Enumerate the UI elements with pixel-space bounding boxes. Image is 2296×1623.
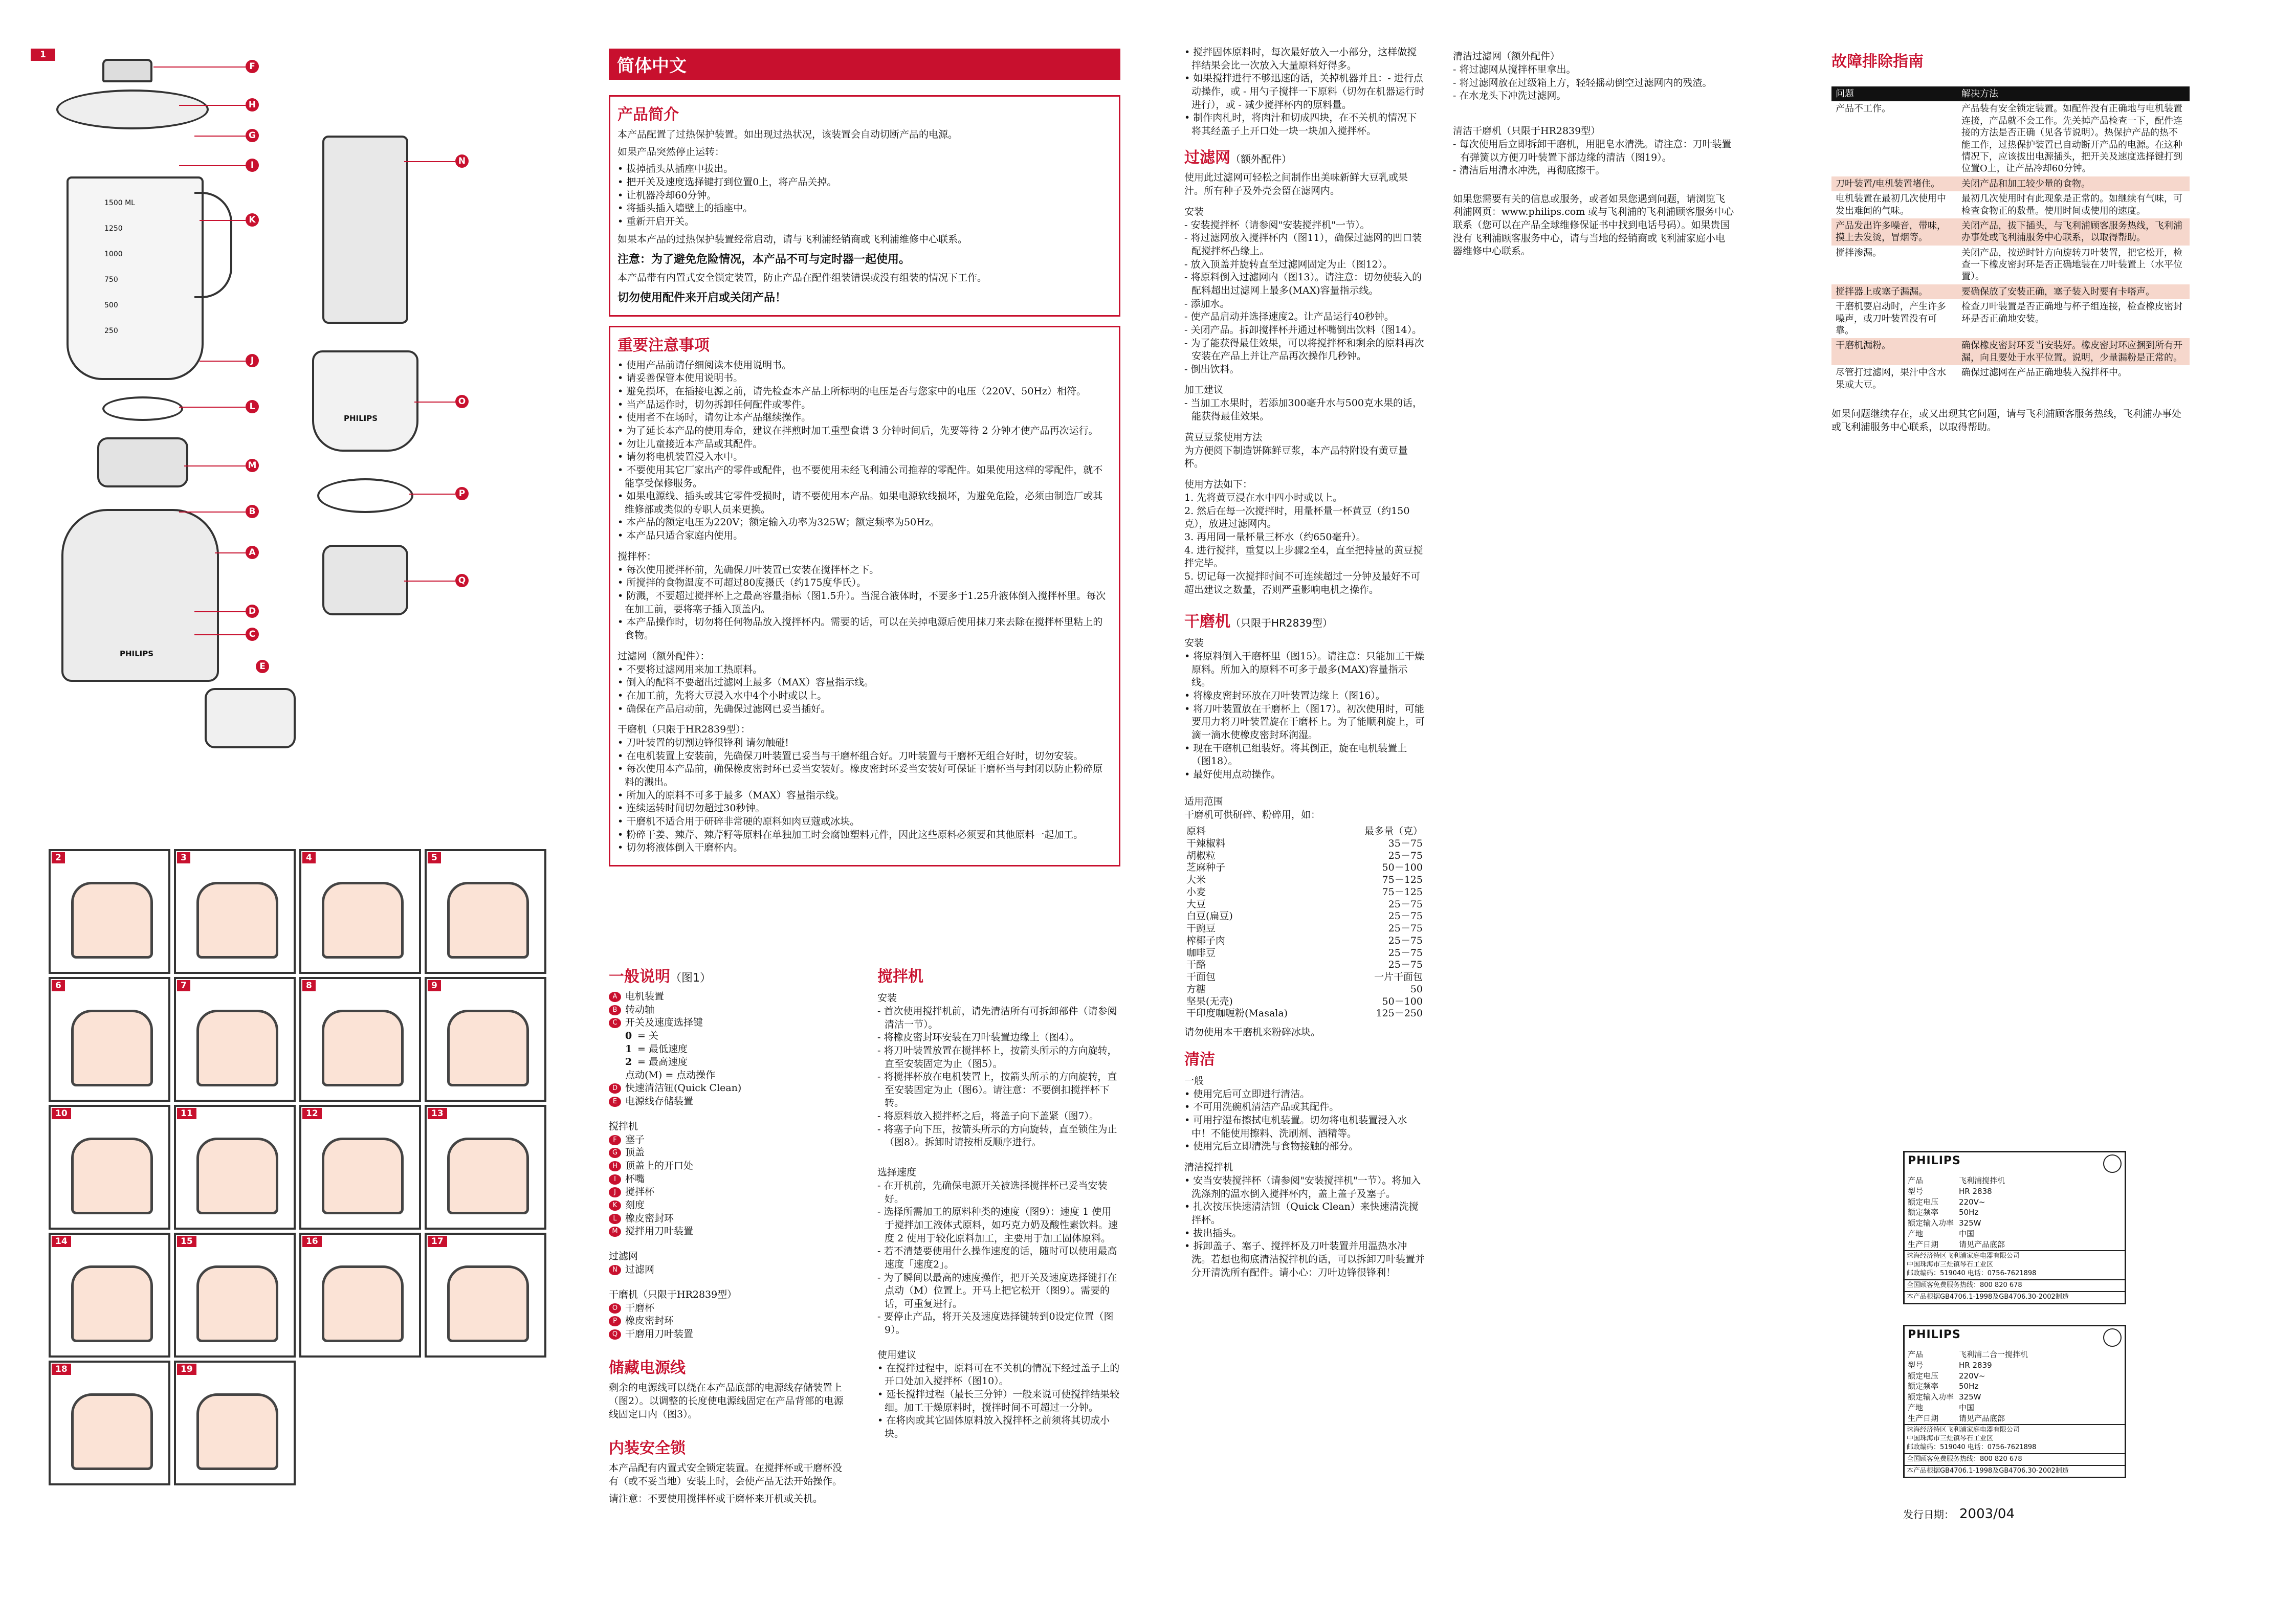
filter-install-list: - 安装搅拌杯（请参阅"安装搅拌机"一节）。 - 将过滤网放入搅拌杯内（图11），确保过滤网的凹口装配搅拌杯凸缘上。 - 放入顶盖并旋转直至过滤网固定为止（图12）。 - 将原料倒入过滤网内（图13）。请注意：切勿使装入的配料超出过滤网上最多(MAX)容量指示线。 - 添加水。 - 使产品启动并选择速度2。让产品运行40秒钟。 - 关闭产品。拆卸搅拌杯并通过杯嘴倒出饮料（图14）。 - 为了能获得最佳效果，可以将搅拌杯和剩余的原料再次安装在产品上并让产品再次操作几秒钟。 - 倒出饮料。 (1184, 219, 1425, 376)
safety-lock-p1: 本产品配有内置式安全锁定装置。在搅拌杯或干磨杯没有（或不妥当地）安装上时，会使产品无法开始操作。 (609, 1462, 843, 1487)
troubleshoot-contact: 如果问题继续存在，或又出现其它问题，请与飞利浦顾客服务热线，飞利浦办事处或飞利浦服务中心联系，以取得帮助。 (1831, 408, 2182, 433)
step-figure: 6 (49, 977, 170, 1102)
philips-shield-icon (2103, 1328, 2122, 1347)
intro-p3: 如果本产品的过热保护装置经常启动，请与飞利浦经销商或飞利浦维修中心联系。 (617, 234, 968, 246)
label-f: F (246, 60, 259, 73)
label-e: E (256, 660, 269, 673)
jar-mark: 1250 (104, 225, 123, 233)
blender-tips-cont: • 搅拌固体原料时，每次最好放入一小部分，这样做搅拌结果会比一次放入大量原料好得多。 • 如果搅拌进行不够迅速的话，关掉机器并且：- 进行点动操作，或 - 用勺子搅拌一下原料（切勿在机器运行时进行），或 - 减少搅拌杯内的原料量。 • 制作肉札时，将肉汁和切成四块，在不关机的情况下将其经盖子上开口处一块一块加入搅拌杯。 (1184, 46, 1425, 138)
troubleshoot-row: 搅拌器上或塞子漏漏。 要确保放了安装正确，塞子装入时要有卡嗒声。 (1831, 284, 2190, 299)
label-a: A (246, 546, 259, 559)
service-text: 如果您需要有关的信息或服务，或者如果您遇到问题，请浏览飞利浦网页：www.philips.com 或与飞利浦的飞利浦顾客服务中心联系（您可以在产品全球维修保证书中找到电话号码）。如果贵国没有飞利浦顾客服务中心，请与当地的经销商或飞利浦家庭小电器维修中心联系。 (1453, 193, 1734, 257)
grind-row: 干面包 一片干面包 (1186, 971, 1423, 983)
step-figure: 15 (174, 1233, 296, 1358)
intro-list: • 拔掉插头从插座中拔出。 • 把开关及速度选择键打到位置0上，将产品关掉。 • 让机器冷却60分钟。 • 将插头插入墙壁上的插座中。 • 重新开启开关。 (617, 163, 1112, 228)
troubleshoot-row: 刀叶装置/电机装置堵住。 关闭产品和加工较少量的食物。 (1831, 176, 2190, 191)
grind-row: 榨椰子肉 25－75 (1186, 935, 1423, 946)
intro-box (609, 95, 1120, 317)
troubleshoot-row: 干磨机漏粉。 确保橡皮密封环妥当安装好。橡皮密封环应捆到所有开漏，向且要处于水平位置。说明，少量漏粉是正常的。 (1831, 338, 2190, 365)
motor-unit (61, 509, 219, 682)
general-jug-head: 搅拌机 (609, 1120, 638, 1132)
label-d: D (246, 605, 259, 618)
label-m: M (246, 459, 259, 472)
grind-row: 干印度咖喱粉(Masala) 125－250 (1186, 1008, 1423, 1019)
important-box (609, 326, 1120, 866)
important-list: • 使用产品前请仔细阅读本使用说明书。 • 请妥善保管本使用说明书。 • 避免损坏，在插接电源之前，请先检查本产品上所标明的电压是否与您家中的电压（220V、50Hz）相符。 • 当产品运作时，切勿拆卸任何配件或零件。 • 使用者不在场时，请勿让本产品继续操作。 • 为了延长本产品的使用寿命，建议在拌煎时加工重型食谱 3 分钟时间后，先要等待 2 分钟才使产品再次运行。 • 勿让儿童接近本产品或其配件。 • 请勿将电机装置浸入水中。 • 不要使用其它厂家出产的零件或配件，也不要使用未经飞利浦公司推荐的零配件。如果使用这样的零配件，就不能享受保修服务。 • 如果电源线、插头或其它零件受损时，请不要使用本产品。如果电源软线损坏，为避免危险，必须由制造厂或其维修部或类似的专职人员来更换。 • 本产品的额定电压为220V；额定输入功率为325W；额定频率为50Hz。 • 本产品只适合家庭内使用。 (617, 359, 1112, 543)
philips-shield-icon (2103, 1154, 2122, 1173)
jug-handle (194, 192, 232, 298)
mill-beaker (312, 350, 418, 452)
troubleshoot-row: 干磨机要启动时，产生许多噪声，或刀叶装置没有可靠。 检查刀叶装置是否正确地与杯子组连接，检查橡皮密封环是否正确地安装。 (1836, 301, 2182, 337)
mill-title: 干磨机（只限于HR2839型） (1184, 613, 1333, 631)
label-j: J (246, 354, 259, 367)
mill-blade-unit (322, 545, 408, 615)
clean-general-list: • 使用完后可立即进行清洁。 • 不可用洗碗机清洁产品或其配件。 • 可用拧湿布擦拭电机装置。切勿将电机装置浸入水中！不能使用擦料、洗刷剂、酒精等。 • 使用完后立即清洗与食物接触的部分。 (1184, 1088, 1425, 1153)
step-figure: 17 (425, 1233, 546, 1358)
rating-plate-hr2839: PHILIPS 产品 飞利浦二合一搅拌机 型号 HR 2839 额定电压 220V~ 额定频率 50Hz 额定输入功率 325W 产地 中国 生产日期 请见产品底部 珠海经济特区飞利浦家庭电器有限公司 中国珠海市三灶镇琴石工业区 邮政编码：519040 电话：0756-7621898 全国顾客免费服务热线：800 820 678 本产品根据GB4706.1-1998及GB4706.30-2002制造 (1903, 1325, 2126, 1478)
jug (67, 176, 204, 380)
troubleshoot-row: 产品不工作。 产品装有安全锁定装置。如配件没有正确地与电机装置连接，产品就不会工作。先关掉产品检查一下，配件连接的方法是否正确（见各节说明）。热保护产品的热不能工作，过热保护装置已自动断开产品的电源。在这种情况下，应该拔出电源插头，把开关及速度选择键打到位置O上，让产品冷却60分钟。 (1836, 103, 2182, 174)
mill-brand: PHILIPS (344, 414, 378, 423)
step-illustrations (49, 849, 540, 1478)
label-b: B (246, 505, 259, 518)
blender-install-list: - 首次使用搅拌机前，请先清洁所有可拆卸部件（请参阅清洁一节）。 - 将橡皮密封环安装在刀叶装置边缘上（图4）。 - 将刀叶装置放置在搅拌杯上，按箭头所示的方向旋转，直至安装固定为止（图5）。 - 将搅拌杯放在电机装置上，按箭头所示的方向旋转，直至安装固定为止（图6）。请注意：不要倒扣搅拌杯下转。 - 将原料放入搅拌杯之后，将盖子向下盖紧（图7）。 - 将塞子向下压，按箭头所示的方向旋转，直至锁住为止（图8）。拆卸时请按相反顺序进行。 (877, 1005, 1120, 1149)
step-figure: 12 (299, 1105, 421, 1230)
jar-mark: 500 (104, 301, 118, 309)
label-l: L (246, 400, 259, 413)
stopper (102, 59, 152, 82)
important-mill-head: 干磨机（只限于HR2839型）： (617, 724, 750, 736)
troubleshoot-row: 电机装置在最初几次使用中发出难闻的气味。 最初几次使用时有此现象是正常的。如继续有气味，可检查食物正的数量。使用时间或使用的速度。 (1836, 193, 2182, 216)
grind-row: 白豆(扁豆) 25－75 (1186, 910, 1423, 922)
intro-p2: 如果产品突然停止运转： (617, 146, 725, 158)
filter-intro: 使用此过滤网可轻松之间制作出美味新鲜大豆乳或果汁。所有种子及外壳会留在滤网内。 (1184, 172, 1408, 197)
jar-mark: 1000 (104, 250, 123, 258)
general-mill-head: 干磨机（只限于HR2839型） (609, 1288, 737, 1300)
blade-unit (97, 437, 188, 487)
step-figure: 4 (299, 849, 421, 974)
important-mill-list: • 刀叶装置的切割边锋很锋利 请勿触碰! • 在电机装置上安装前，先确保刀叶装置已妥当与干磨杯组合好。刀叶装置与干磨杯无组合好时，切勿安装。 • 每次使用本产品前，确保橡皮密封环已妥当安装好。橡皮密封环妥当安装好可保证干磨杯当与封闭以防止粉碎原料的溅出。 • 所加入的原料不可多于最多（MAX）容量指示线。 • 连续运转时间切勿超过30秒钟。 • 干磨机不适合用于研碎非常硬的原料如肉豆蔻或冰块。 • 粉碎干姜、辣芹、辣芹籽等原料在单独加工时会腐蚀塑料元件，因此这些原料必须要和其他原料一起加工。 • 切勿将液体倒入干磨杯内。 (617, 737, 1112, 855)
important-title: 重要注意事项 (617, 336, 710, 354)
grind-row: 干酪 25－75 (1186, 959, 1423, 971)
cord-title: 储藏电源线 (609, 1359, 686, 1377)
general-column: 一般说明（图1） A 电机装置 B 转动轴 C 开关及速度选择键 0 = 关 1 = 最低速度 2 = 最高速度 点动(M) = 点动操作 D 快速清洁钮(Quick Clean) E 电源线存储装置 搅拌机 F 塞子 G 顶盖 H 顶盖上的开口处 I 杯嘴 J 搅拌杯 K 刻度 L 橡皮密封环 M 搅拌用刀叶装置 过滤网 N 过滤网 干磨机（只限于HR2839型） O 干磨杯 P 橡皮密封环 Q 干磨用刀叶装置 储藏电源线 剩余的电源线可以绕在本产品底部的电源线存储装置上（图2）。以调整的长度使电源线固定在产品背部的电源线固定口内（图3）。 内装安全锁 本产品配有内置式安全锁定装置。在搅拌杯或干磨杯没有（或不妥当地）安装上时，会使产品无法开始操作。 请注意：不要使用搅拌杯或干磨杯来开机或关机。 (609, 957, 849, 1596)
label-g: G (246, 129, 259, 142)
troubleshoot-title: 故障排除指南 (1831, 53, 1924, 71)
important-filter-head: 过滤网（额外配件）： (617, 650, 710, 662)
safety-lock-p2: 请注意：不要使用搅拌杯或干磨杯来开机或关机。 (609, 1493, 823, 1504)
jar-mark: 250 (104, 327, 118, 335)
intro-p1: 本产品配置了过热保护装置。如出现过热状况，该装置会自动切断产品的电源。 (617, 129, 958, 140)
cord-storage-detail (205, 688, 296, 748)
label-i: I (246, 159, 259, 172)
grind-row: 方糖 50 (1186, 983, 1423, 995)
figure-1-area (26, 49, 537, 744)
step-figure: 11 (174, 1105, 296, 1230)
grind-row: 大豆 25－75 (1186, 898, 1423, 910)
grind-row: 干辣椒料 35－75 (1186, 837, 1423, 849)
cord-text: 剩余的电源线可以绕在本产品底部的电源线存储装置上（图2）。以调整的长度使电源线固定在产品背部的电源线固定口内（图3）。 (609, 1382, 844, 1420)
label-n: N (455, 154, 469, 168)
step-figure: 9 (425, 977, 546, 1102)
base-brand: PHILIPS (120, 649, 154, 658)
blender-column: 搅拌机 安装 - 首次使用搅拌机前，请先清洁所有可拆卸部件（请参阅清洁一节）。 - 将橡皮密封环安装在刀叶装置边缘上（图4）。 - 将刀叶装置放置在搅拌杯上，按箭头所示的方向旋转，直至安装固定为止（图5）。 - 将搅拌杯放在电机装置上，按箭头所示的方向旋转，直至安装固定为止（图6）。请注意：不要倒扣搅拌杯下转。 - 将原料放入搅拌杯之后，将盖子向下盖紧（图7）。 - 将塞子向下压，按箭头所示的方向旋转，直至锁住为止（图8）。拆卸时请按相反顺序进行。 选择速度 - 在开机前，先确保电源开关被选择搅拌杯已妥当安装好。 - 选择所需加工的原料种类的速度（图9）：速度 1 使用于搅拌加工液体式原料，如巧克力奶及酸性素饮料。速度 2 使用于较化原料加工，主要用于加工固体原料。 - 若不清楚要使用什么操作速度的话，随时可以使用最高速度「速度2」。 - 为了瞬间以最高的速度操作，把开关及速度选择键打在点动（M）位置上。开马上把它松开（图9）。需要的话，可重复进行。 - 要停止产品，将开关及速度选择键转到0设定位置（图9）。 使用建议 • 在搅拌过程中，原料可在不关机的情况下经过盖子上的开口处加入搅拌杯（图10）。 • 延长搅拌过程（最长三分钟）一般来说可使搅拌结果较细。加工干燥原料时，搅拌时间不可超过一分钟。 • 在将肉或其它固体原料放入搅拌杯之前须将其切成小块。 (877, 957, 1120, 1596)
step-figure: 8 (299, 977, 421, 1102)
filter-title: 过滤网（额外配件） (1184, 149, 1292, 167)
label-p: P (455, 487, 469, 500)
column-3: 清洁过滤网（额外配件） - 将过滤网从搅拌杯里拿出。 - 将过滤网放在过级箱上方，轻轻摇动倒空过滤网内的残渣。 - 在水龙头下冲洗过滤网。 清洁干磨机（只限于HR2839型） - 每次使用后立即拆卸干磨机，用肥皂水清洗。请注意：刀叶装置有弹簧以方便刀叶装置下部边缘的清洁（图19）。 - 清洁后用清水冲洗，再彻底擦干。 如果您需要有关的信息或服务，或者如果您遇到问题，请浏览飞利浦网页：www.philips.com 或与飞利浦的飞利浦顾客服务中心联系（您可以在产品全球维修保证书中找到电话号码）。如果贵国没有飞利浦顾客服务中心，请与当地的经销商或飞利浦家庭小电器维修中心联系。 (1453, 49, 1734, 407)
language-title: 简体中文 (609, 49, 1120, 80)
column-2: • 搅拌固体原料时，每次最好放入一小部分，这样做搅拌结果会比一次放入大量原料好得多。 • 如果搅拌进行不够迅速的话，关掉机器并且：- 进行点动操作，或 - 用勺子搅拌一下原料（切勿在机器运行时进行），或 - 减少搅拌杯内的原料量。 • 制作肉札时，将肉汁和切成四块，在不关机的情况下将其经盖子上开口处一块一块加入搅拌杯。 过滤网（额外配件） 使用此过滤网可轻松之间制作出美味新鲜大豆乳或果汁。所有种子及外壳会留在滤网内。 安装 - 安装搅拌杯（请参阅"安装搅拌机"一节）。 - 将过滤网放入搅拌杯内（图11），确保过滤网的凹口装配搅拌杯凸缘上。 - 放入顶盖并旋转直至过滤网固定为止（图12）。 - 将原料倒入过滤网内（图13）。请注意：切勿使装入的配料超出过滤网上最多(MAX)容量指示线。 - 添加水。 - 使产品启动并选择速度2。让产品运行40秒钟。 - 关闭产品。拆卸搅拌杯并通过杯嘴倒出饮料（图14）。 - 为了能获得最佳效果，可以将搅拌杯和剩余的原料再次安装在产品上并让产品再次操作几秒钟。 - 倒出饮料。 加工建议 - 当加工水果时，若添加300毫升水与500克水果的话，能获得最佳效果。 黄豆豆浆使用方法 为方便阅下制造饼陈鲜豆浆，本产品特附设有黄豆量杯。 使用方法如下： 1. 先将黄豆浸在水中四小时或以上。 2. 然后在每一次搅拌时，用量杯量一杯黄豆（约150克），放进过滤网内。 3. 再用同一量杯量三杯水（约650毫升）。 4. 进行搅拌，重复以上步骤2至4，直至把持量的黄豆搅拌完毕。 5. 切记每一次搅拌时间不可连续超过一分钟及最好不可超出建议之数量，否则严重影响电机之操作。 干磨机（只限于HR2839型） 安装 • 将原料倒入干磨杯里（图15）。请注意：只能加工干燥原料。所加入的原料不可多于最多(MAX)容量指示线。 • 将橡皮密封环放在刀叶装置边缘上（图16）。 • 将刀叶装置放在干磨杯上（图17）。初次使用时，可能要用力将刀叶装置旋在干磨杯上。为了能顺利旋上，可滴一滴水使橡皮密封环润湿。 • 现在干磨机已组装好。将其倒正，旋在电机装置上（图18）。 • 最好使用点动操作。 适用范围 干磨机可供研碎、粉碎用，如： 原料 最多量（克） 干辣椒料 35－75 胡椒粒 25－75 芝麻种子 50－100 大米 75－125 小麦 75－125 大豆 25－75 白豆(扁豆) 25－75 干豌豆 25－75 榨椰子肉 25－75 咖啡豆 25－75 干酪 25－75 干面包 一片干面包 方糖 50 坚果(无壳) 50－100 干印度咖喱粉(Masala) 125－250 请勿使用本干磨机来粉碎冰块。 清洁 一般 • 使用完后可立即进行清洁。 • 不可用洗碗机清洁产品或其配件。 • 可用拧湿布擦拭电机装置。切勿将电机装置浸入水中！不能使用擦料、洗刷剂、酒精等。 • 使用完后立即清洗与食物接触的部分。 清洁搅拌机 • 安当安装搅拌杯（请参阅"安装搅拌机"一节）。将加入洗涤剂的温水倒入搅拌杯内，盖上盖子及塞子。 • 扎次按压快速清洁钮（Quick Clean）来快速清洗搅拌杯。 • 拔出插头。 • 拆卸盖子、塞子、搅拌杯及刀叶装置并用温热水冲洗。若想也彻底清洁搅拌机的话，可以拆卸刀叶装置并分开清洗所有配件。请小心：刀叶边锋很锋利！ (1184, 46, 1425, 1601)
jar-mark: 750 (104, 276, 118, 284)
soy-steps: 1. 先将黄豆浸在水中四小时或以上。 2. 然后在每一次搅拌时，用量杯量一杯黄豆（约150克），放进过滤网内。 3. 再用同一量杯量三杯水（约650毫升）。 4. 进行搅拌，重复以上步骤2至4，直至把持量的黄豆搅拌完毕。 5. 切记每一次搅拌时间不可连续超过一分钟及最好不可超出建议之数量，否则严重影响电机之操作。 (1184, 492, 1423, 595)
step-figure: 2 (49, 849, 170, 974)
step-figure: 13 (425, 1105, 546, 1230)
step-figure: 5 (425, 849, 546, 974)
troubleshoot-row: 尽管打过滤网，果汁中含水果或大豆。 确保过滤网在产品正确地装入搅拌杯中。 (1836, 367, 2127, 390)
general-filter-head: 过滤网 (609, 1250, 638, 1262)
grind-row: 大米 75－125 (1186, 874, 1423, 886)
intro-title: 产品简介 (617, 106, 679, 124)
figure-1-number: 1 (31, 49, 55, 61)
accessory-warning: 切勿使用配件来开启或关闭产品！ (617, 291, 787, 304)
filter (322, 136, 408, 324)
timer-warning: 注意：为了避免危险情况，本产品不可与定时器一起使用。 (617, 253, 911, 266)
important-blender-list: • 每次使用搅拌杯前，先确保刀叶装置已安装在搅拌杯之下。 • 所搅拌的食物温度不可超过80度摄氏（约175度华氏）。 • 防溅，不要超过搅拌杯上之最高容量指标（图1.5升）。当混合液体时，不要多于1.25升液体倒入搅拌杯里。每次在加工前，要将塞子插入顶盖内。 • 本产品操作时，切勿将任何物品放入搅拌杯内。需要的话，可以在关掉电源后使用抹刀来去除在搅拌杯里粘上的食物。 (617, 564, 1112, 642)
troubleshoot-row: 搅拌渗漏。 关闭产品，按逆时针方向旋转刀叶装置，把它松开，检查一下橡皮密封环是否正确地装在刀叶装置上（水平位置）。 (1836, 247, 2182, 282)
step-figure: 7 (174, 977, 296, 1102)
column-1 (609, 49, 1120, 1072)
important-filter-list: • 不要将过滤网用来加工热原料。 • 倒入的配料不要超出过滤网上最多（MAX）容量指示线。 • 在加工前，先将大豆浸入水中4个小时或以上。 • 确保在产品启动前，先确保过滤网已妥当插好。 (617, 663, 1112, 716)
step-figure: 10 (49, 1105, 170, 1230)
label-o: O (455, 395, 469, 408)
step-figure: 16 (299, 1233, 421, 1358)
column-4 (1831, 49, 2190, 611)
general-title: 一般说明（图1） (609, 968, 711, 986)
clean-mill-list: - 每次使用后立即拆卸干磨机，用肥皂水清洗。请注意：刀叶装置有弹簧以方便刀叶装置下部边缘的清洁（图19）。 - 清洁后用清水冲洗，再彻底擦干。 (1453, 138, 1734, 177)
grind-row: 芝麻种子 50－100 (1186, 862, 1423, 874)
sealing-ring (102, 396, 183, 421)
clean-jug-list: • 安当安装搅拌杯（请参阅"安装搅拌机"一节）。将加入洗涤剂的温水倒入搅拌杯内，盖上盖子及塞子。 • 扎次按压快速清洁钮（Quick Clean）来快速清洗搅拌杯。 • 拔出插头。 • 拆卸盖子、塞子、搅拌杯及刀叶装置并用温热水冲洗。若想也彻底清洁搅拌机的话，可以拆卸刀叶装置并分开清洗所有配件。请小心：刀叶边锋很锋利！ (1184, 1174, 1425, 1279)
issue-date: 发行日期： 2003/04 (1903, 1506, 2015, 1522)
intro-p4: 本产品带有内置式安全锁定装置，防止产品在配件组装错误或没有组装的情况下工作。 (617, 272, 987, 284)
grind-table: 原料 最多量（克） 干辣椒料 35－75 胡椒粒 25－75 芝麻种子 50－100 大米 75－125 小麦 75－125 大豆 25－75 白豆(扁豆) 25－75 干豌豆 25－75 榨椰子肉 25－75 咖啡豆 25－75 干酪 25－75 干面包 一片干面包 方糖 50 坚果(无壳) 50－100 干印度咖喱粉(Masala) 125－250 (1184, 826, 1425, 1020)
step-figure: 3 (174, 849, 296, 974)
mill-sealing-ring (317, 478, 413, 513)
grind-row: 咖啡豆 25－75 (1186, 947, 1423, 959)
step-figure: 19 (174, 1361, 296, 1485)
rating-plate-hr2838: PHILIPS 产品 飞利浦搅拌机 型号 HR 2838 额定电压 220V~ 额定频率 50Hz 额定输入功率 325W 产地 中国 生产日期 请见产品底部 珠海经济特区飞利浦家庭电器有限公司 中国珠海市三灶镇琴石工业区 邮政编码：519040 电话：0756-7621898 全国顾客免费服务热线：800 820 678 本产品根据GB4706.1-1998及GB4706.30-2002制造 (1903, 1151, 2126, 1304)
important-blender-head: 搅拌杯： (617, 550, 657, 562)
blender-speed-list: - 在开机前，先确保电源开关被选择搅拌杯已妥当安装好。 - 选择所需加工的原料种类的速度（图9）：速度 1 使用于搅拌加工液体式原料，如巧克力奶及酸性素饮料。速度 2 使用于较化原料加工，主要用于加工固体原料。 - 若不清楚要使用什么操作速度的话，随时可以使用最高速度「速度2」。 - 为了瞬间以最高的速度操作，把开关及速度选择键打在点动（M）位置上。开马上把它松开（图9）。需要的话，可重复进行。 - 要停止产品，将开关及速度选择键转到0设定位置（图9）。 (877, 1180, 1120, 1337)
label-q: Q (455, 574, 469, 587)
no-ice-note: 请勿使用本干磨机来粉碎冰块。 (1184, 1027, 1321, 1038)
grind-row: 坚果(无壳) 50－100 (1186, 995, 1423, 1007)
grind-row: 胡椒粒 25－75 (1186, 850, 1423, 861)
troubleshoot-row: 产品发出许多噪音，带味，摸上去发烫，冒烟等。 关闭产品，拔下插头，与飞利浦顾客服务热线，飞利浦办事处或飞利浦服务中心联系，以取得帮助。 (1831, 218, 2190, 246)
grind-row: 干豌豆 25－75 (1186, 923, 1423, 935)
step-figure: 14 (49, 1233, 170, 1358)
troubleshoot-table: 问题 解决方法 产品不工作。 产品装有安全锁定装置。如配件没有正确地与电机装置连接，产品就不会工作。先关掉产品检查一下，配件连接的方法是否正确（见各节说明）。热保护产品的热不能工作，过热保护装置已自动断开产品的电源。在这种情况下，应该拔出电源插头，把开关及速度选择键打到位置O上，让产品冷却60分钟。 刀叶装置/电机装置堵住。 关闭产品和加工较少量的食物。 电机装置在最初几次使用中发出难闻的气味。 最初几次使用时有此现象是正常的。如继续有气味，可检查食物正的数量。使用时间或使用的速度。 产品发出许多噪音，带味，摸上去发烫，冒烟等。 关闭产品，拔下插头，与飞利浦顾客服务热线，飞利浦办事处或飞利浦服务中心联系，以取得帮助。 搅拌渗漏。 关闭产品，按逆时针方向旋转刀叶装置，把它松开，检查一下橡皮密封环是否正确地装在刀叶装置上（水平位置）。 搅拌器上或塞子漏漏。 要确保放了安装正确，塞子装入时要有卡嗒声。 干磨机要启动时，产生许多噪声，或刀叶装置没有可靠。 检查刀叶装置是否正确地与杯子组连接，检查橡皮密封环是否正确地安装。 干磨机漏粉。 确保橡皮密封环妥当安装好。橡皮密封环应捆到所有开漏，向且要处于水平位置。说明，少量漏粉是正常的。 尽管打过滤网，果汁中含水果或大豆。 确保过滤网在产品正确地装入搅拌杯中。 (1831, 86, 2190, 392)
label-h: H (246, 98, 259, 112)
label-c: C (246, 628, 259, 641)
grind-row: 小麦 75－125 (1186, 886, 1423, 898)
label-k: K (246, 213, 259, 227)
lid (56, 90, 209, 129)
mill-install-list: • 将原料倒入干磨杯里（图15）。请注意：只能加工干燥原料。所加入的原料不可多于最多(MAX)容量指示线。 • 将橡皮密封环放在刀叶装置边缘上（图16）。 • 将刀叶装置放在干磨杯上（图17）。初次使用时，可能要用力将刀叶装置旋在干磨杯上。为了能顺利旋上，可滴一滴水使橡皮密封环润湿。 • 现在干磨机已组装好。将其倒正，旋在电机装置上（图18）。 • 最好使用点动操作。 (1184, 650, 1425, 781)
step-figure: 18 (49, 1361, 170, 1485)
clean-title: 清洁 (1184, 1050, 1215, 1069)
jar-mark: 1500 ML (104, 199, 135, 207)
blender-tips-list: • 在搅拌过程中，原料可在不关机的情况下经过盖子上的开口处加入搅拌杯（图10）。 • 延长搅拌过程（最长三分钟）一般来说可使搅拌结果较细。加工干燥原料时，搅拌时间不可超过一分钟。 • 在将肉或其它固体原料放入搅拌杯之前须将其切成小块。 (877, 1362, 1120, 1441)
clean-filter-list: - 将过滤网从搅拌杯里拿出。 - 将过滤网放在过级箱上方，轻轻摇动倒空过滤网内的残渣。 - 在水龙头下冲洗过滤网。 (1453, 63, 1734, 103)
blender-title: 搅拌机 (877, 968, 923, 986)
safety-lock-title: 内装安全锁 (609, 1439, 686, 1458)
